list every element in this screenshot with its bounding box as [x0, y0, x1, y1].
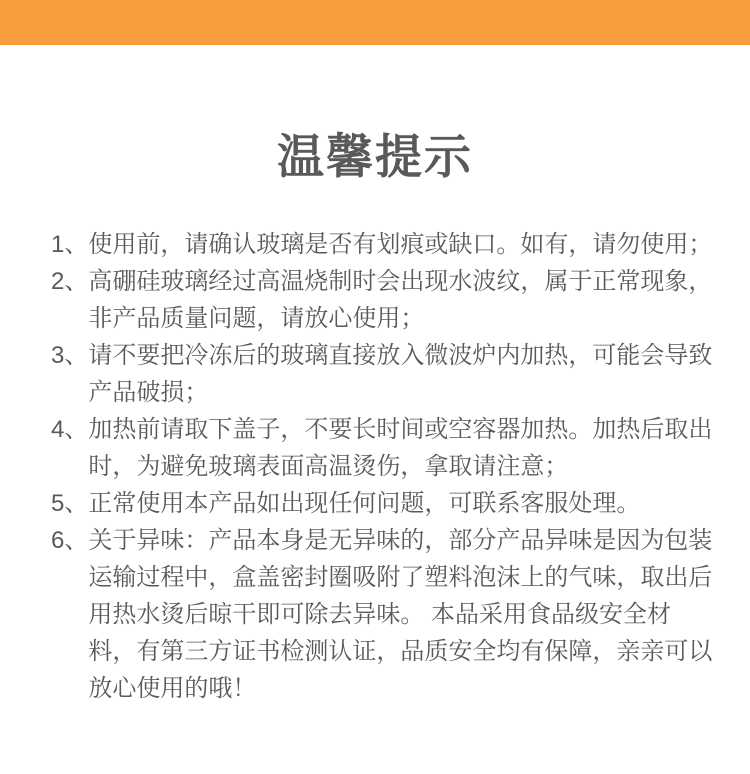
tip-item-3	[51, 337, 716, 411]
tip-text: 高硼硅玻璃经过高温烧制时会出现水波纹，属于正常现象，非产品质量问题，请放心使用；	[88, 268, 713, 332]
tip-item-4	[51, 411, 716, 485]
header-band	[0, 0, 750, 45]
tips-list	[0, 226, 750, 707]
tip-text: 加热前请取下盖子，不要长时间或空容器加热。加热后取出时，为避免玻璃表面高温烫伤，拿取请注意；	[88, 416, 713, 480]
tip-text: 请不要把冷冻后的玻璃直接放入微波炉内加热，可能会导致产品破损；	[88, 342, 713, 406]
tip-item-1	[51, 226, 716, 263]
tip-number: 2、	[51, 268, 89, 295]
tip-item-5	[51, 485, 716, 522]
tip-text: 使用前，请确认玻璃是否有划痕或缺口。如有，请勿使用；	[88, 231, 713, 258]
tip-number: 1、	[51, 231, 89, 258]
tip-number: 5、	[51, 490, 89, 517]
tip-text: 正常使用本产品如出现任何问题，可联系客服处理。	[88, 490, 641, 517]
page-title: 温馨提示	[277, 130, 473, 183]
tip-number: 3、	[51, 342, 89, 369]
tip-number: 6、	[51, 527, 89, 554]
tip-number: 4、	[51, 416, 89, 443]
tip-text: 关于异味：产品本身是无异味的，部分产品异味是因为包装运输过程中，盒盖密封圈吸附了塑料泡沫上的气味，取出后用热水烫后晾干即可除去异味。 本品采用食品级安全材料，有第三方证书检测认证，品质安全均有保障，亲亲可以放心使用的哦！	[88, 527, 713, 702]
tip-item-6	[51, 522, 716, 707]
tip-item-2	[51, 263, 716, 337]
